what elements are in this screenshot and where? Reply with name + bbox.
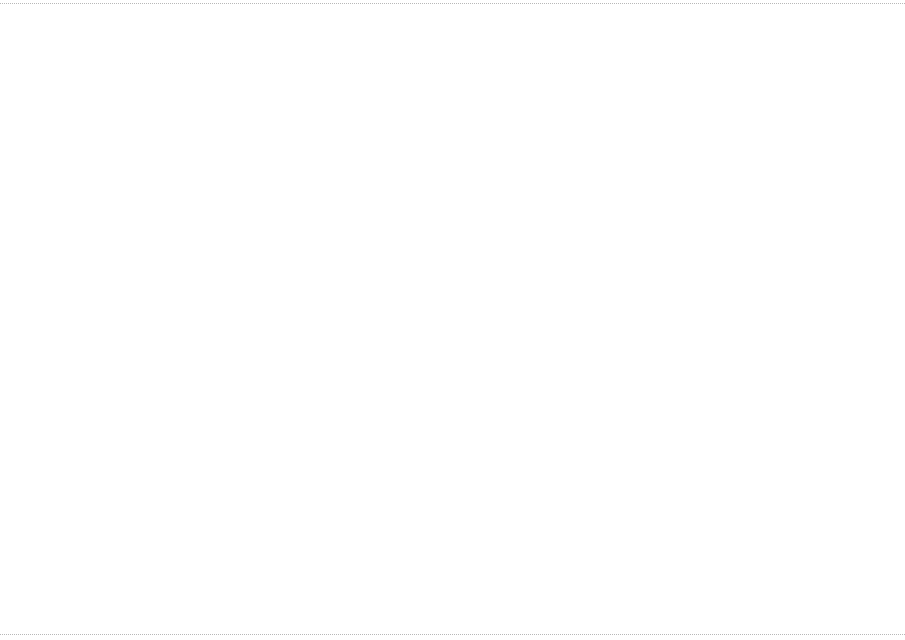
scan-edge-bottom [0, 634, 905, 635]
scan-edge-top [0, 3, 905, 4]
